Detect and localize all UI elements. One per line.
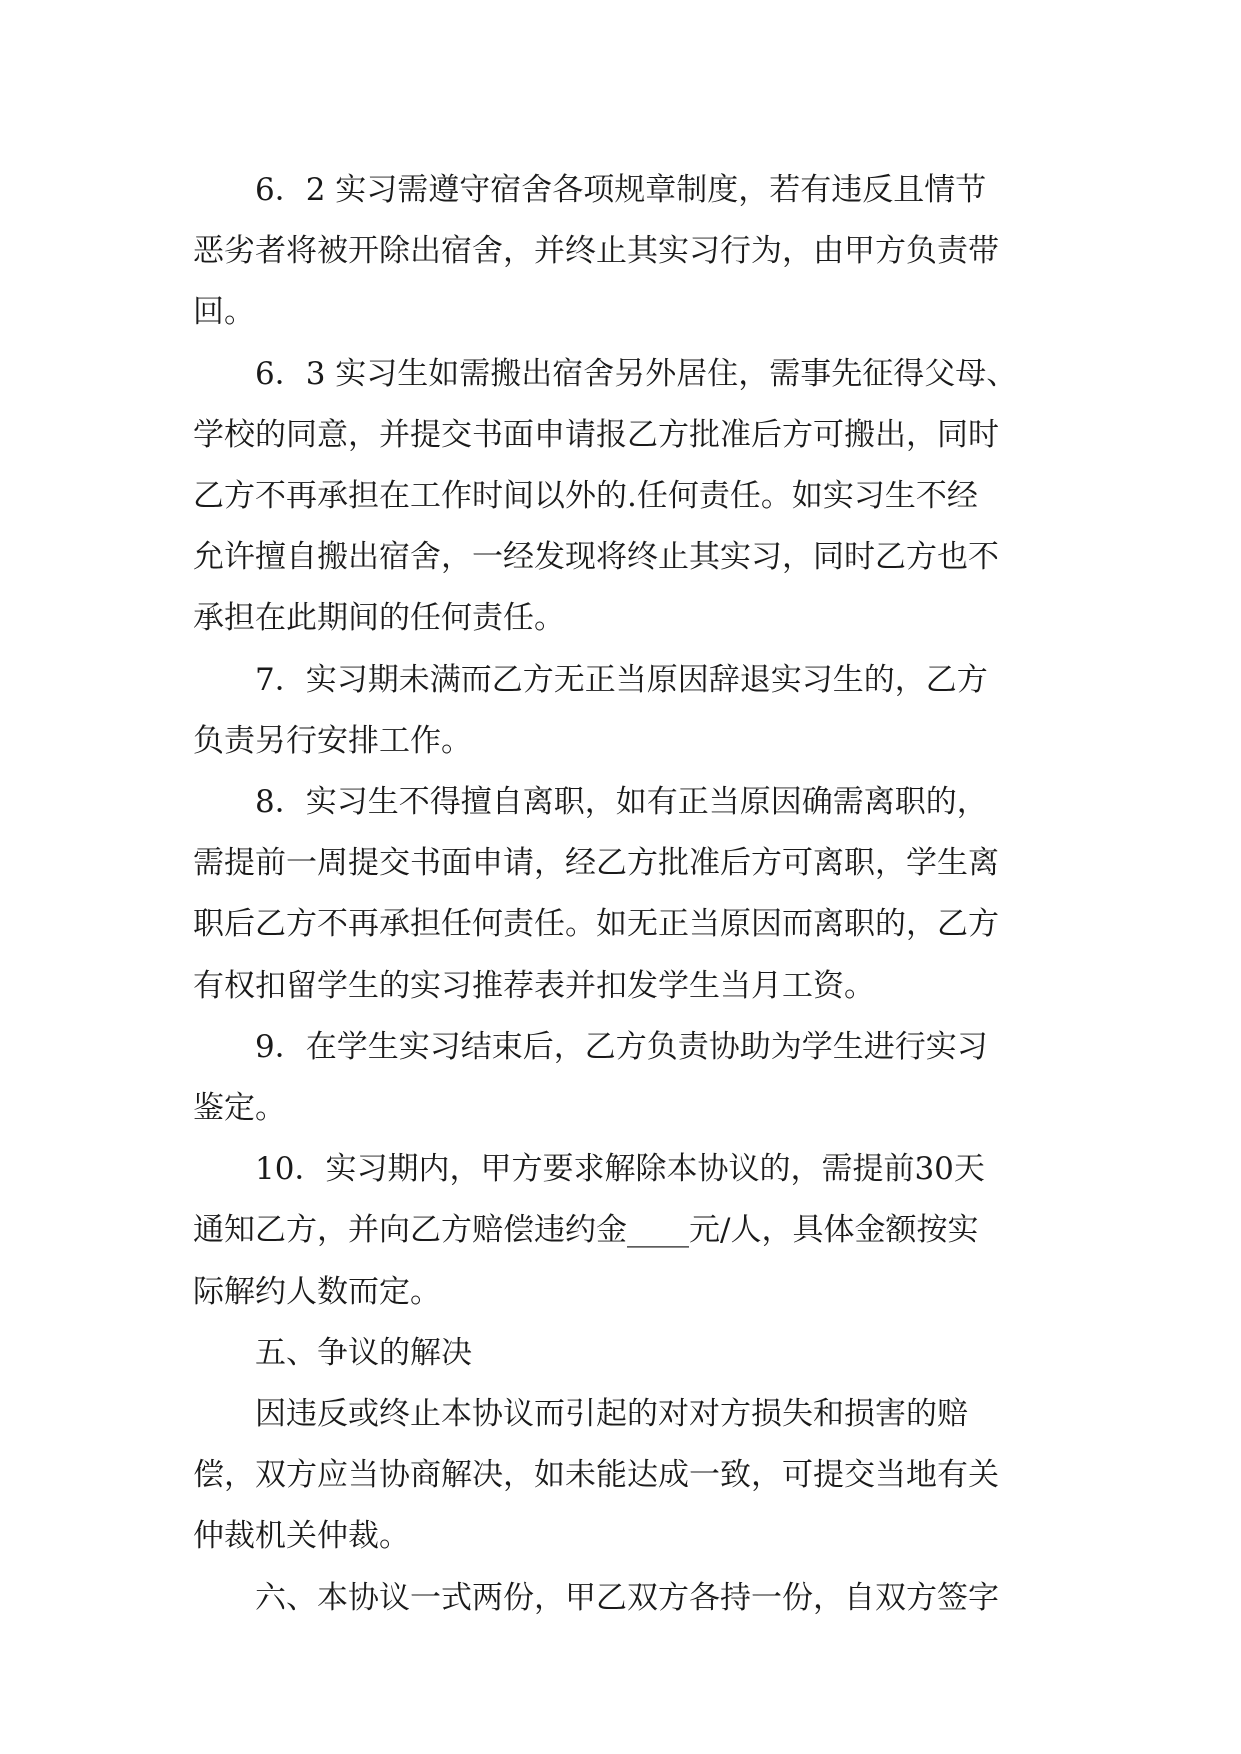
text-line: 学校的同意，并提交书面申请报乙方批准后方可搬出，同时	[193, 416, 999, 453]
text-line: 六、本协议一式两份，甲乙双方各持一份，自双方签字	[255, 1579, 999, 1616]
clause-6-2	[193, 160, 1055, 344]
document-page	[193, 160, 1055, 1629]
section-6	[193, 1568, 1055, 1629]
text-line: 6．3 实习生如需搬出宿舍另外居住，需事先征得父母、	[255, 355, 1018, 392]
section-5-heading	[193, 1323, 1055, 1384]
text-line: 9．在学生实习结束后，乙方负责协助为学生进行实习	[255, 1028, 988, 1065]
text-line: 承担在此期间的任何责任。	[193, 600, 565, 637]
text-line: 6．2 实习需遵守宿舍各项规章制度，若有违反且情节	[255, 172, 987, 208]
clause-6-3	[193, 344, 1055, 650]
text-line: 鉴定。	[193, 1090, 286, 1127]
text-line: 仲裁机关仲裁。	[193, 1518, 410, 1555]
text-line: 恶劣者将被开除出宿舍，并终止其实习行为，由甲方负责带	[193, 233, 999, 270]
clause-10	[193, 1139, 1055, 1323]
text-line: 负责另行安排工作。	[193, 722, 472, 759]
clause-7	[193, 650, 1055, 772]
text-line: 需提前一周提交书面申请，经乙方批准后方可离职，学生离	[193, 845, 999, 882]
text-line: 7．实习期未满而乙方无正当原因辞退实习生的，乙方	[255, 661, 988, 698]
text-line: 允许擅自搬出宿舍，一经发现将终止其实习，同时乙方也不	[193, 539, 999, 576]
clause-8	[193, 772, 1055, 1017]
text-line: 有权扣留学生的实习推荐表并扣发学生当月工资。	[193, 967, 875, 1004]
text-line: 8．实习生不得擅自离职，如有正当原因确需离职的，	[255, 784, 988, 821]
text-line: 通知乙方，并向乙方赔偿违约金____元/人，具体金额按实	[193, 1212, 979, 1249]
text-line: 五、争议的解决	[255, 1334, 472, 1371]
section-5-body	[193, 1384, 1055, 1568]
text-line: 因违反或终止本协议而引起的对对方损失和损害的赔	[255, 1396, 968, 1433]
text-line: 偿，双方应当协商解决，如未能达成一致，可提交当地有关	[193, 1457, 999, 1494]
clause-9	[193, 1017, 1055, 1139]
text-line: 乙方不再承担在工作时间以外的.任何责任。如实习生不经	[193, 478, 978, 515]
text-line: 职后乙方不再承担任何责任。如无正当原因而离职的，乙方	[193, 906, 999, 943]
text-line: 10．实习期内，甲方要求解除本协议的，需提前30天	[255, 1151, 985, 1188]
text-line: 回。	[193, 294, 255, 331]
text-line: 际解约人数而定。	[193, 1273, 441, 1310]
